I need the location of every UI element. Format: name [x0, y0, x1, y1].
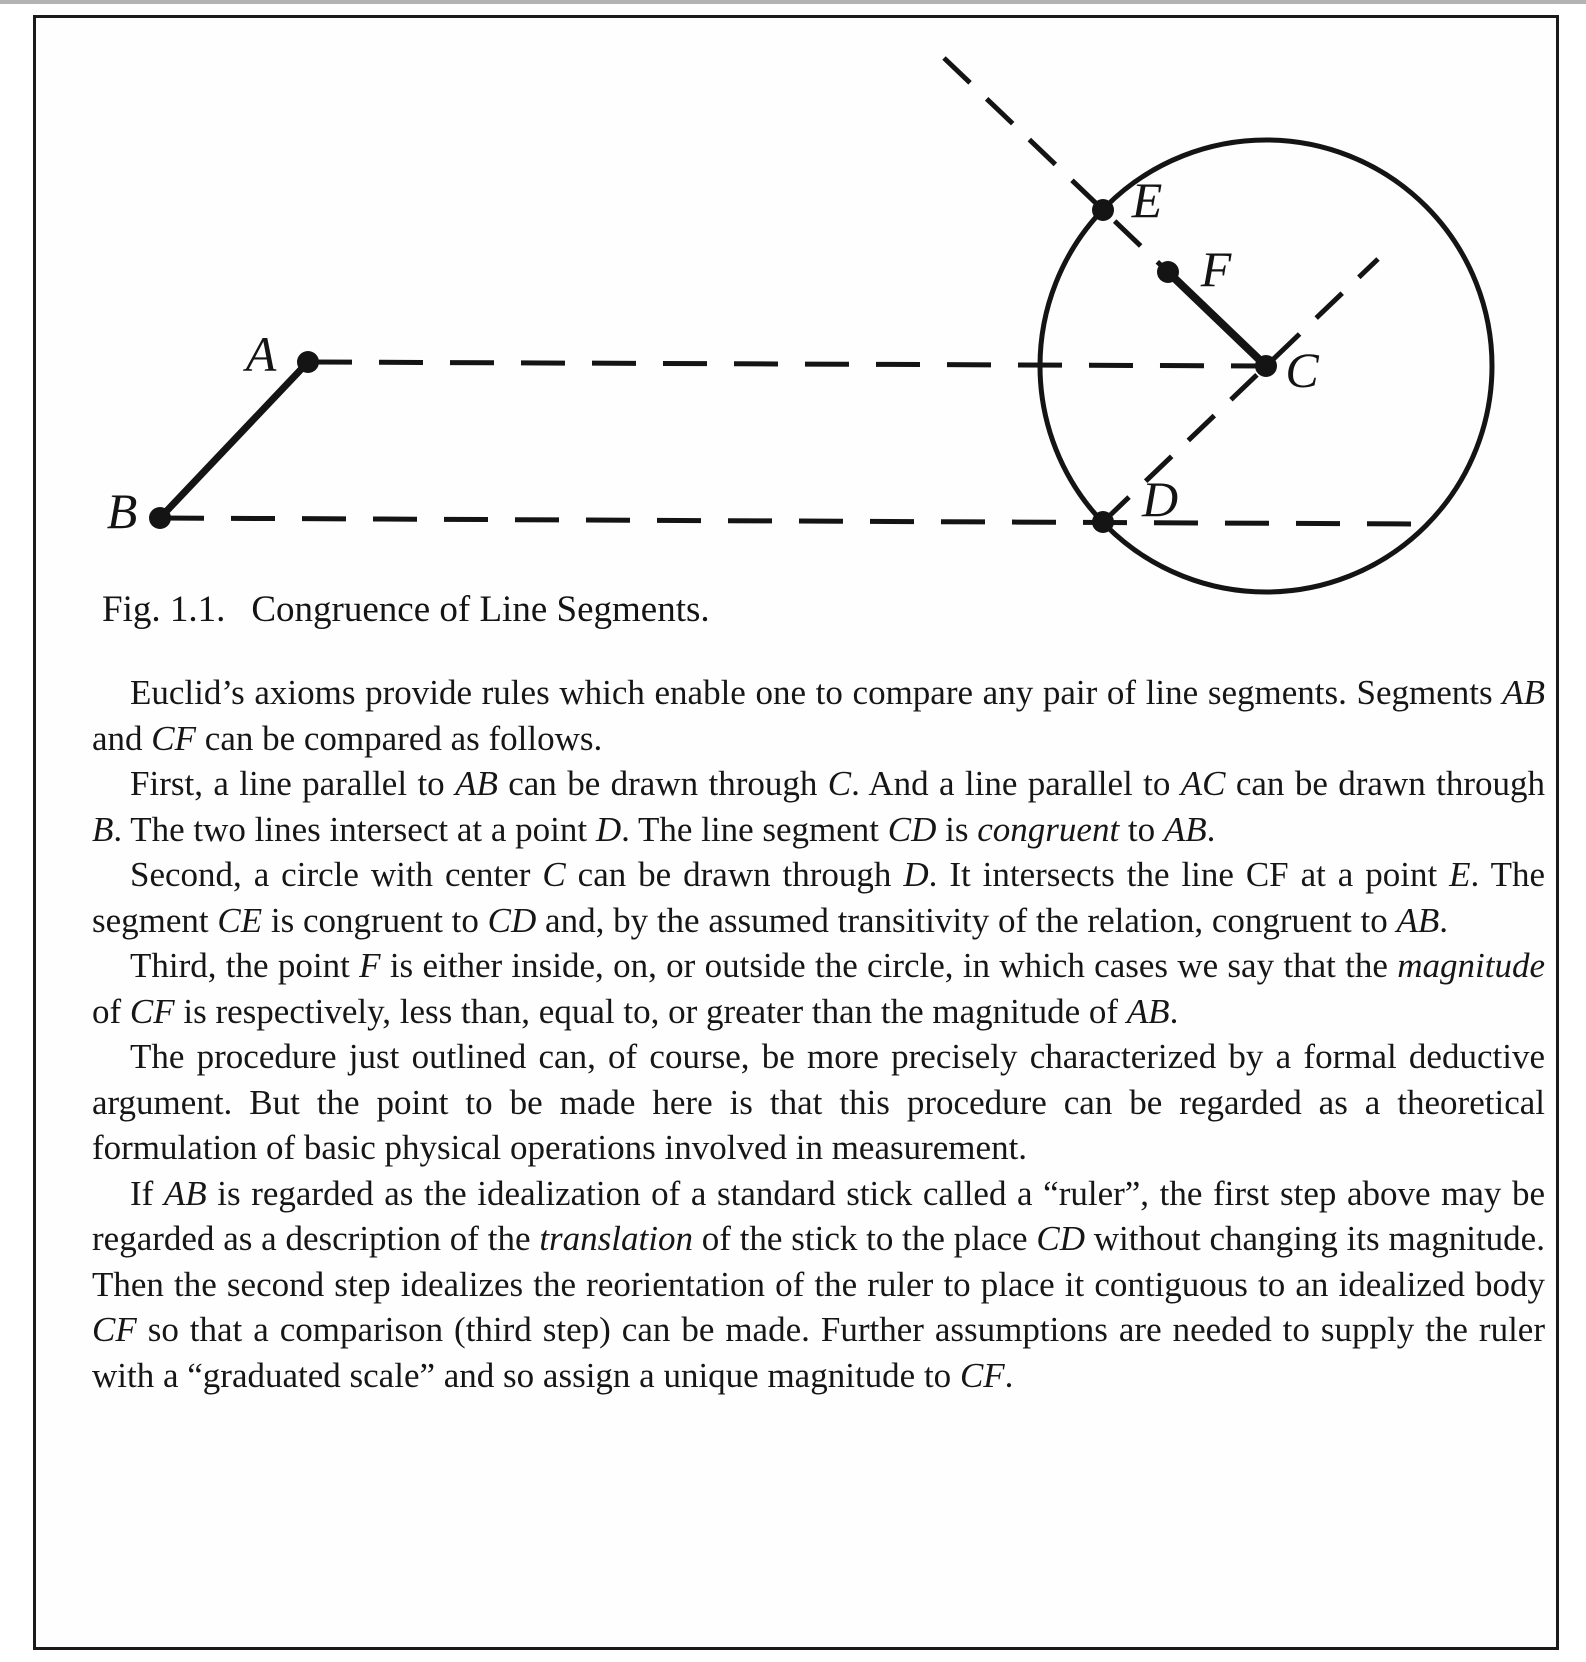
math-symbol: CF [151, 718, 197, 758]
text-run: If [130, 1173, 164, 1213]
text-run: First, a line parallel to [130, 764, 456, 803]
paragraph-second-step [92, 852, 1545, 943]
math-symbol: AB [1126, 991, 1170, 1031]
text-run: to [1119, 809, 1164, 849]
text-run: . The two lines intersect at a point [113, 809, 596, 849]
point-dot-D [1092, 511, 1114, 533]
point-dot-E [1092, 199, 1114, 221]
text-run: without changing its magnitude. Then the second step idealizes the reorientation of the ruler to place it contiguous to an idealized body [92, 1219, 1545, 1304]
text-run: can be compared as follows. [196, 718, 603, 758]
text-run: can be drawn through [1225, 764, 1545, 803]
solid-segment-AB [160, 362, 308, 518]
paragraph-euclid-axioms [92, 670, 1545, 761]
math-symbol: B [92, 809, 114, 849]
text-run: can be drawn through [565, 855, 904, 894]
dashed-line-through-E-to-F [944, 58, 1168, 272]
text-run: is [936, 809, 978, 849]
math-symbol: translation [539, 1219, 693, 1258]
math-symbol: D [595, 809, 622, 849]
paragraph-third-step [92, 943, 1545, 1034]
figure-caption [102, 588, 710, 632]
point-label-F: F [1200, 241, 1232, 297]
paragraph-ruler-analogy [92, 1171, 1545, 1399]
text-run: . The line segment [621, 809, 888, 849]
math-symbol: AB [163, 1173, 207, 1213]
text-run: of [92, 991, 130, 1031]
text-run: and [92, 718, 152, 758]
text-run: so that a comparison (third step) can be made. Further assumptions are needed to supply the ruler with a “graduated scale” and so assign a unique magnitude to [92, 1310, 1545, 1395]
math-symbol: CD [887, 809, 937, 849]
point-label-B: B [106, 483, 138, 539]
point-label-D: D [1141, 471, 1179, 527]
text-run: Euclid’s axioms provide rules which enable one to compare any pair of line segments. Segments [130, 673, 1503, 712]
math-symbol: AB [1163, 809, 1207, 849]
text-run: . The segment [92, 855, 1545, 940]
text-run: can be drawn through [497, 764, 828, 803]
math-symbol: CE [217, 900, 263, 940]
text-run: The procedure just outlined can, of course, be more precisely characterized by a formal deductive argument. But the point to be made here is that this procedure can be regarded as a theoretical formulation of basic physical operations involved in measurement. [92, 1037, 1545, 1167]
math-symbol: CD [487, 900, 537, 940]
point-label-E: E [1131, 172, 1163, 228]
math-symbol: CF [129, 991, 175, 1031]
math-symbol: D [903, 855, 929, 894]
math-symbol: CF [92, 1310, 137, 1349]
math-symbol: E [1449, 855, 1471, 894]
text-run: is congruent to [262, 900, 488, 940]
point-dot-C [1255, 355, 1277, 377]
point-dot-F [1157, 261, 1179, 283]
point-label-C: C [1285, 342, 1319, 398]
math-symbol: CF [959, 1355, 1005, 1395]
text-run: and, by the assumed transitivity of the relation, congruent to [536, 900, 1397, 940]
dashed-line-B-through-D [160, 518, 1420, 524]
point-dot-A [297, 351, 319, 373]
text-run: . And a line parallel to [851, 764, 1181, 803]
point-label-A: A [245, 326, 277, 382]
text-run: Third, the point [130, 946, 360, 985]
paragraph-formal-argument [92, 1034, 1545, 1171]
text-run: . It intersects the line CF at a point [928, 855, 1450, 894]
text-run: . [1169, 991, 1179, 1031]
math-symbol: AC [1180, 764, 1226, 803]
math-symbol: C [542, 855, 566, 894]
figure-diagram [0, 0, 1586, 600]
text-run: is either inside, on, or outside the circle, in which cases we say that the [380, 946, 1398, 985]
math-symbol: F [359, 946, 381, 985]
math-symbol: magnitude [1397, 946, 1545, 985]
point-dot-B [149, 507, 171, 529]
text-run: . [1439, 900, 1449, 940]
math-symbol: CD [1036, 1219, 1085, 1258]
figure-caption-label: Fig. 1.1. [102, 589, 226, 630]
math-symbol: congruent [977, 809, 1120, 849]
math-symbol: C [827, 764, 852, 803]
paragraph-first-step [92, 761, 1545, 852]
math-symbol: AB [455, 764, 498, 803]
text-run: is respectively, less than, equal to, or greater than the magnitude of [174, 991, 1127, 1031]
math-symbol: AB [1502, 673, 1545, 712]
text-run: . [1206, 809, 1216, 849]
text-run: is regarded as the idealization of a standard stick called a “ruler”, the first step above may be regarded as a description of the [92, 1173, 1545, 1258]
figure-caption-title: Congruence of Line Segments. [251, 589, 710, 630]
text-run: Second, a circle with center [130, 855, 543, 894]
math-symbol: AB [1396, 900, 1440, 940]
text-run: of the stick to the place [692, 1219, 1037, 1258]
text-run: . [1004, 1355, 1014, 1395]
dashed-line-A-to-C [308, 362, 1266, 366]
body-text [92, 670, 1545, 1398]
